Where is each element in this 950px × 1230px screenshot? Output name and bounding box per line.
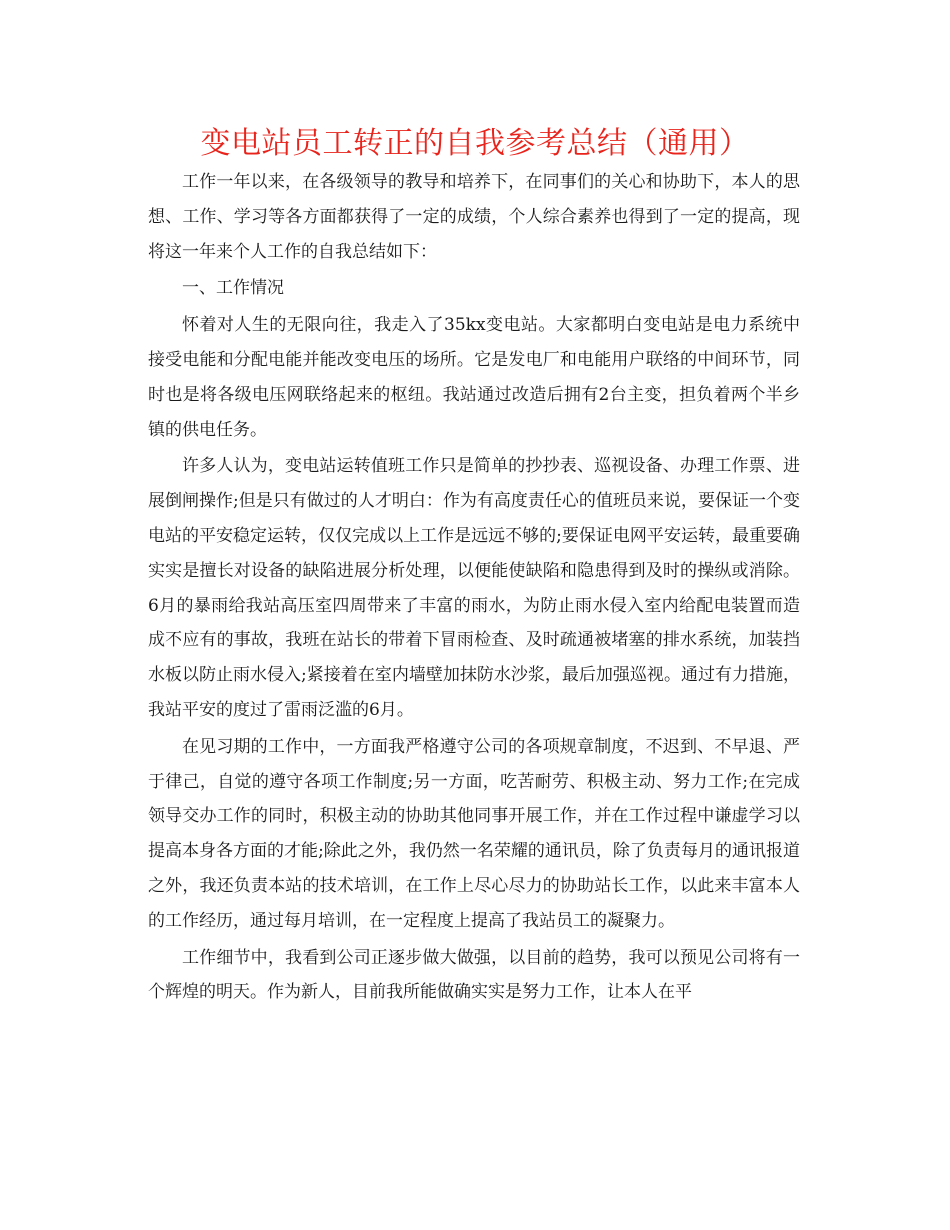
paragraph-work-details: 工作细节中，我看到公司正逐步做大做强，以目前的趋势，我可以预见公司将有一个辉煌的明天。作为新人，目前我所能做确实实是努力工作，让本人在平 — [148, 947, 800, 1003]
section-heading-work-situation: 一、工作情况 — [182, 278, 284, 299]
paragraph-intro: 工作一年以来，在各级领导的教导和培养下，在同事们的关心和协助下，本人的思想、工作、学习等各方面都获得了一定的成绩，个人综合素养也得到了一定的提高，现将这一年来个人工作的自我总结如下： — [148, 172, 800, 262]
document-body — [148, 165, 800, 1012]
paragraph-duty-work: 许多人认为，变电站运转值班工作只是简单的抄抄表、巡视设备、办理工作票、进展倒闸操作;但是只有做过的人才明白：作为有高度责任心的值班员来说，要保证一个变电站的平安稳定运转，仅仅完成以上工作是远远不够的;要保证电网平安运转，最重要确实实是擅长对设备的缺陷进展分析处理，以便能使缺陷和隐患得到及时的操纵或消除。6月的暴雨给我站高压室四周带来了丰富的雨水，为防止雨水侵入室内给配电装置而造成不应有的事故，我班在站长的带着下冒雨检查、及时疏通被堵塞的排水系统，加装挡水板以防止雨水侵入;紧接着在室内墙壁加抹防水沙浆，最后加强巡视。通过有力措施，我站平安的度过了雷雨泛滥的6月。 — [148, 456, 800, 720]
paragraph-probation-work: 在见习期的工作中，一方面我严格遵守公司的各项规章制度，不迟到、不早退、严于律己，自觉的遵守各项工作制度;另一方面，吃苦耐劳、积极主动、努力工作;在完成领导交办工作的同时，积极主动的协助其他同事开展工作，并在工作过程中谦虚学习以提高本身各方面的才能;除此之外，我仍然一名荣耀的通讯员，除了负责每月的通讯报道之外，我还负责本站的技术培训，在工作上尽心尽力的协助站长工作，以此来丰富本人的工作经历，通过每月培训，在一定程度上提高了我站员工的凝聚力。 — [148, 736, 800, 931]
paragraph-substation-intro: 怀着对人生的无限向往，我走入了35kx变电站。大家都明白变电站是电力系统中接受电能和分配电能并能改变电压的场所。它是发电厂和电能用户联络的中间环节，同时也是将各级电压网联络起来的枢纽。我站通过改造后拥有2台主变，担负着两个半乡镇的供电任务。 — [148, 315, 800, 440]
document-title: 变电站员工转正的自我参考总结（通用） — [200, 126, 750, 161]
